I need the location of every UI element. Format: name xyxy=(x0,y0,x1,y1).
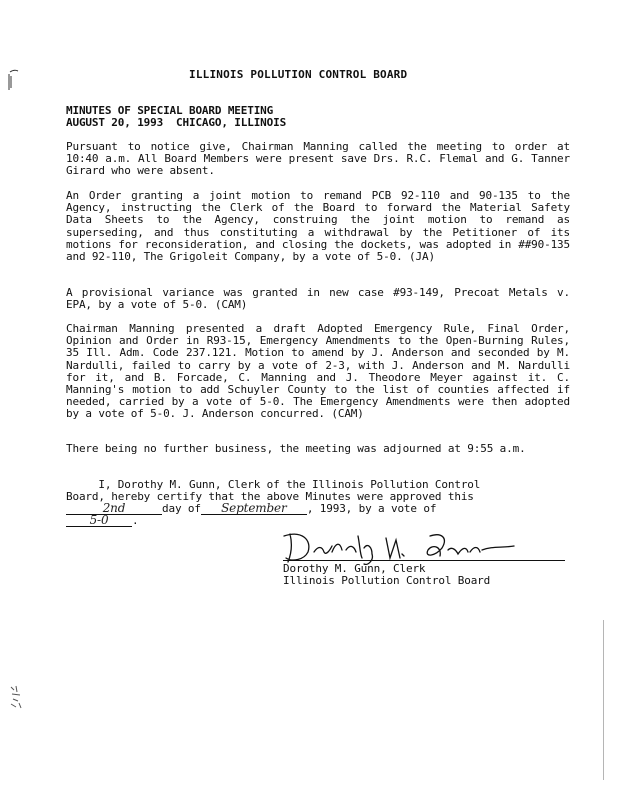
certification-line-1: I, Dorothy M. Gunn, Clerk of the Illinois Pollution Control xyxy=(66,478,481,491)
certification-period: . xyxy=(132,514,139,527)
handwritten-day: 2nd xyxy=(102,501,126,515)
day-blank xyxy=(66,503,162,515)
vote-blank xyxy=(66,515,132,527)
board-heading: ILLINOIS POLLUTION CONTROL BOARD xyxy=(189,68,408,81)
handwritten-month: September xyxy=(221,501,287,515)
handwritten-vote: 5-0 xyxy=(89,513,109,527)
signature-line xyxy=(283,560,565,561)
signer-name: Dorothy M. Gunn, Clerk xyxy=(283,562,426,575)
year-vote-text: , 1993, by a vote of xyxy=(306,502,437,515)
paragraph-emergency-rule: Chairman Manning presented a draft Adopted Emergency Rule, Final Order, Opinion and Order in R93-15, Emergency Amendments to the Open-Burning Rules, 35 Ill. Adm. Code 237.121. Motion to amend by J. Anderson and seconded by M. Nardulli, failed to carry by a vote of 2-3, with J. Anderson and M. Nardulli for it, and B. Forcade, C. Manning and J. Theodore Meyer against it. C. Manning's motion to add Schuyler County to the list of counties affected if needed, carried by a vote of 5-0. The Emergency Amendments were then adopted by a vote of 5-0. J. Anderson concurred. (CAM) xyxy=(66,322,570,421)
minutes-title-line2: AUGUST 20, 1993 CHICAGO, ILLINOIS xyxy=(66,116,287,130)
certification-line-3 xyxy=(66,503,570,515)
certification-line-4 xyxy=(66,515,570,527)
day-of-label: day of xyxy=(162,502,201,515)
scan-edge-line xyxy=(603,620,604,780)
month-blank xyxy=(201,503,307,515)
minutes-title-line1: MINUTES OF SPECIAL BOARD MEETING xyxy=(66,104,274,117)
signer-title: Illinois Pollution Control Board xyxy=(283,574,491,587)
paragraph-adjournment: There being no further business, the meeting was adjourned at 9:55 a.m. xyxy=(66,442,526,455)
paragraph-provisional-variance: A provisional variance was granted in new case #93-149, Precoat Metals v. EPA, by a vote of 5-0. (CAM) xyxy=(66,286,570,312)
minutes-title xyxy=(66,105,366,129)
paragraph-remand-order: An Order granting a joint motion to remand PCB 92-110 and 90-135 to the Agency, instructing the Clerk of the Board to forward the Material Safety Data Sheets to the Agency, construing the joint motion to remand as superseding, and thus constituting a withdrawal by the Petitioner of its motions for reconsideration, and closing the dockets, was adopted in ##90-135 and 92-110, The Grigoleit Company, by a vote of 5-0. (JA) xyxy=(66,189,570,264)
paragraph-call-to-order: Pursuant to notice give, Chairman Manning called the meeting to order at 10:40 a.m. All Board Members were present save Drs. R.C. Flemal and G. Tanner Girard who were absent. xyxy=(66,140,570,178)
certification-line-2: Board, hereby certify that the above Minutes were approved this xyxy=(66,490,474,503)
margin-scan-mark-top xyxy=(6,68,20,96)
margin-scan-mark-bottom xyxy=(8,684,24,710)
